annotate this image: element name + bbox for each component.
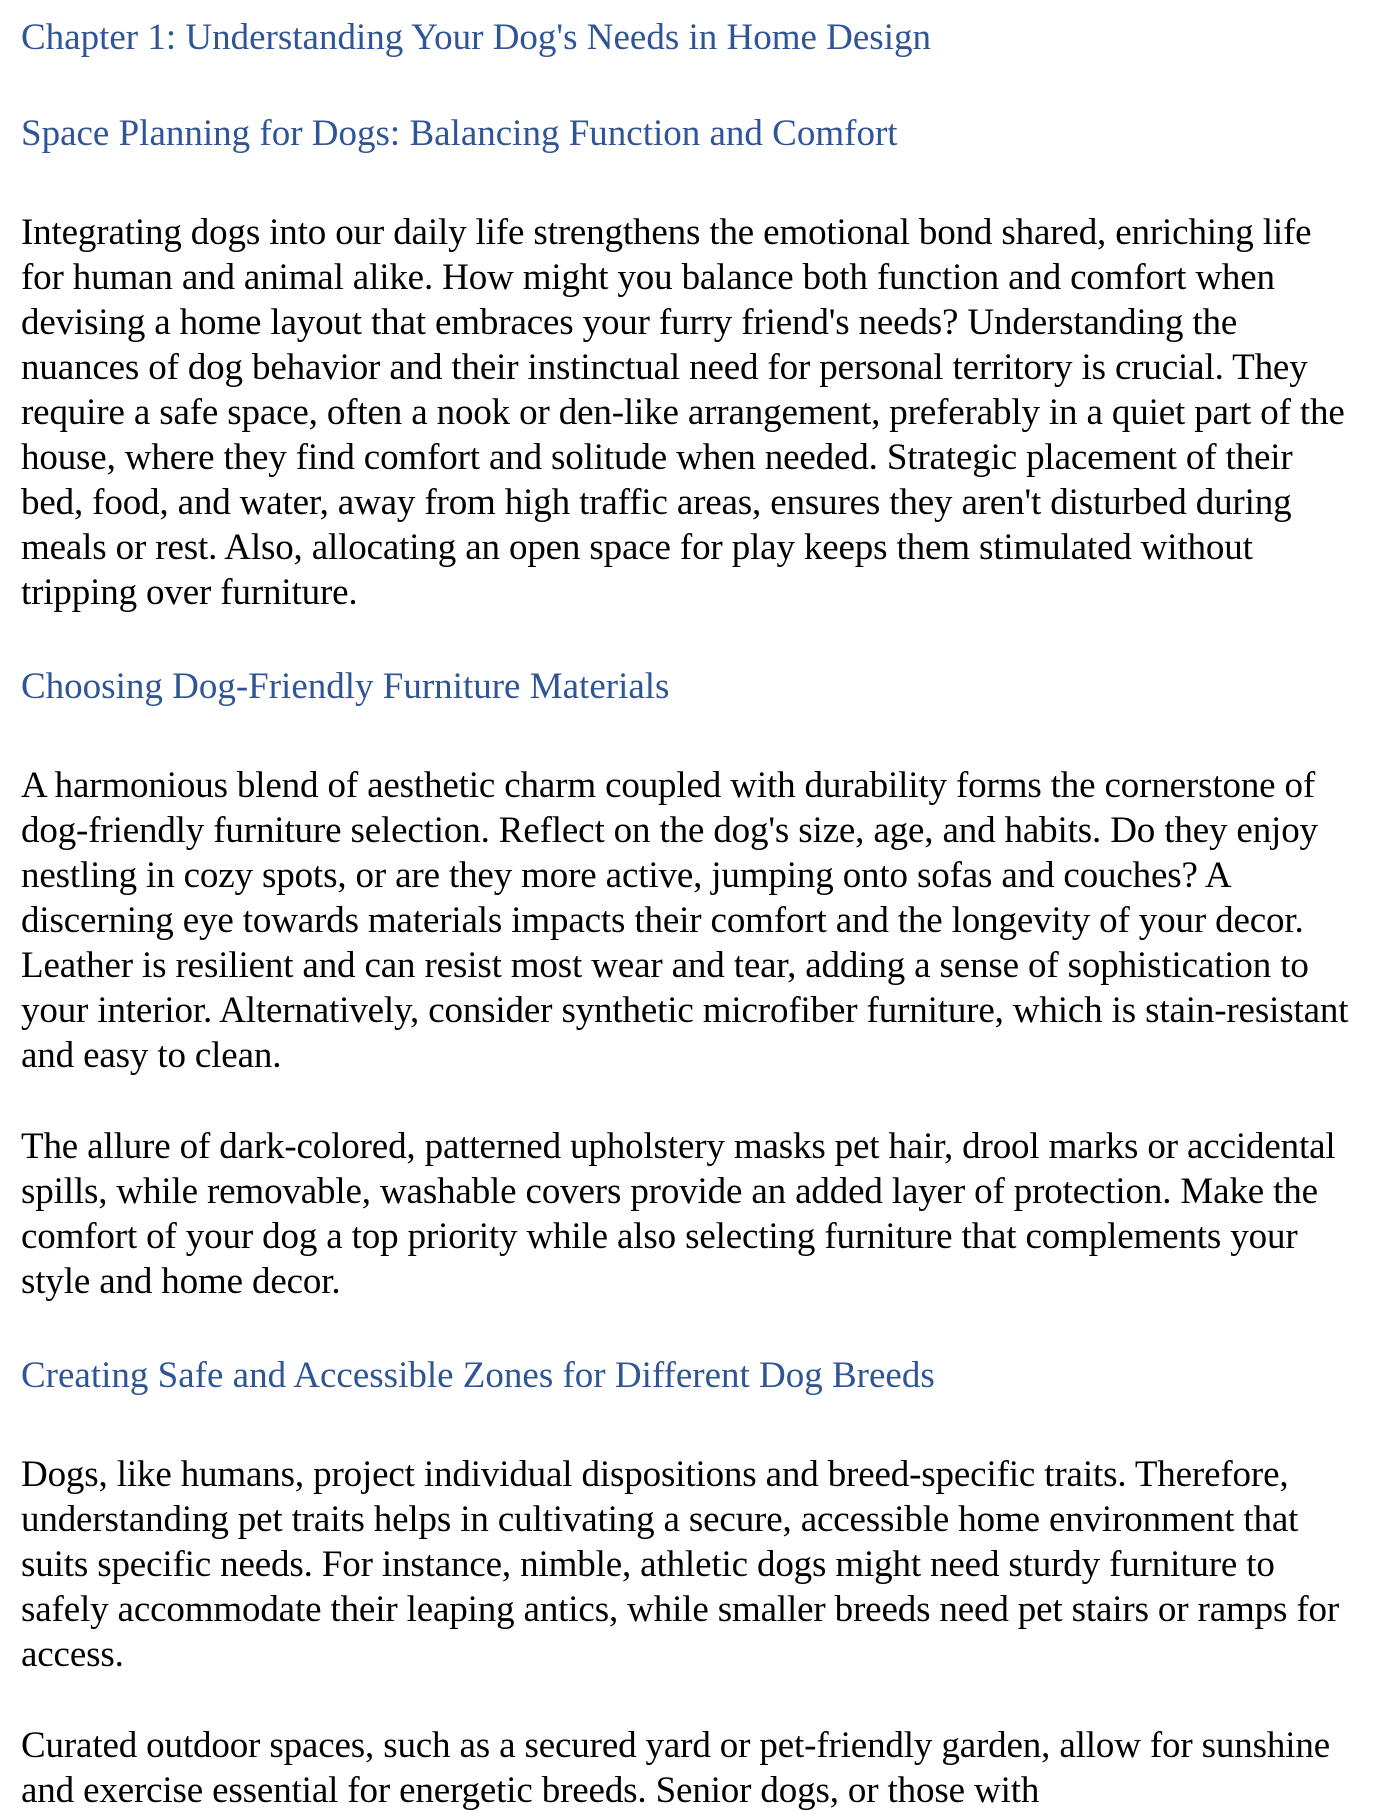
paragraph-safe-zones-1: Dogs, like humans, project individual dispositions and breed-specific traits. Therefore, understanding pet traits helps in cultivating a secure, accessible home environment that suits specific needs. For instance, nimble, athletic dogs might need sturdy furniture to safely accommodate their leaping antics, while smaller breeds need pet stairs or ramps for access. bbox=[21, 1454, 1340, 1675]
paragraph-furniture-materials-1: A harmonious blend of aesthetic charm coupled with durability forms the cornerstone of dog-friendly furniture selection. Reflect on the dog's size, age, and habits. Do they enjoy nestling in cozy spots, or are they more active, jumping onto sofas and couches? A discerning eye towards materials impacts their comfort and the longevity of your decor. Leather is resilient and can resist most wear and tear, adding a sense of sophistication to your interior. Alternatively, consider synthetic microfiber furniture, which is stain-resistant and easy to clean. bbox=[21, 765, 1349, 1076]
document-page bbox=[21, 0, 1361, 1813]
section-heading-space-planning: Space Planning for Dogs: Balancing Function and Comfort bbox=[21, 113, 898, 154]
paragraph-safe-zones-2: Curated outdoor spaces, such as a secured yard or pet-friendly garden, allow for sunshine and exercise essential for energetic breeds. Senior dogs, or those with bbox=[21, 1725, 1330, 1811]
section-heading-furniture-materials: Choosing Dog-Friendly Furniture Materials bbox=[21, 666, 670, 707]
chapter-title: Chapter 1: Understanding Your Dog's Needs in Home Design bbox=[21, 17, 931, 58]
paragraph-furniture-materials-2: The allure of dark-colored, patterned upholstery masks pet hair, drool marks or accidental spills, while removable, washable covers provide an added layer of protection. Make the comfort of your dog a top priority while also selecting furniture that complements your style and home decor. bbox=[21, 1126, 1336, 1302]
section-heading-safe-zones: Creating Safe and Accessible Zones for Different Dog Breeds bbox=[21, 1355, 935, 1396]
paragraph-space-planning: Integrating dogs into our daily life strengthens the emotional bond shared, enriching life for human and animal alike. How might you balance both function and comfort when devising a home layout that embraces your furry friend's needs? Understanding the nuances of dog behavior and their instinctual need for personal territory is crucial. They require a safe space, often a nook or den-like arrangement, preferably in a quiet part of the house, where they find comfort and solitude when needed. Strategic placement of their bed, food, and water, away from high traffic areas, ensures they aren't disturbed during meals or rest. Also, allocating an open space for play keeps them stimulated without tripping over furniture. bbox=[21, 212, 1345, 613]
